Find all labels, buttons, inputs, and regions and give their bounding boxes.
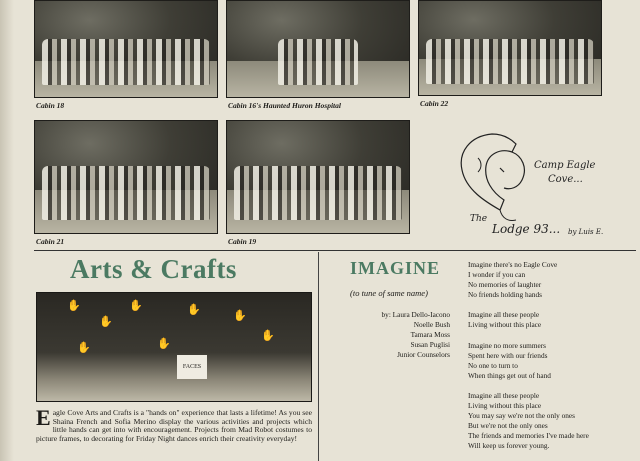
credit-line: Tamara Moss bbox=[410, 330, 450, 339]
handprint-icon: ✋ bbox=[157, 338, 171, 350]
caption-cabin-22: Cabin 22 bbox=[420, 99, 449, 108]
handprint-icon: ✋ bbox=[233, 310, 247, 322]
camp-eagle-logo bbox=[430, 118, 630, 246]
column-divider bbox=[318, 252, 319, 461]
arts-crafts-body: agle Cove Arts and Crafts is a "hands on" experience that lasts a lifetime! As you see Shaina French and Sofia Merino display the various activities and projects which little hands can get into with encouragement. Projects from Mad Robot costumes to picture frames, to decorating for Friday Night dances enrich their creativity everyday! bbox=[36, 408, 312, 444]
imagine-title: IMAGINE bbox=[350, 258, 441, 278]
caption-cabin-19: Cabin 19 bbox=[228, 237, 257, 246]
photo-cabin-16 bbox=[226, 0, 410, 98]
caption-cabin-16: Cabin 16's Haunted Huron Hospital bbox=[228, 101, 341, 110]
poem-line: Living without this place bbox=[468, 320, 542, 330]
imagine-poem bbox=[468, 260, 636, 461]
logo-line-cove: Cove... bbox=[548, 174, 583, 185]
poem-line: Imagine no more summers bbox=[468, 340, 547, 350]
imagine-subtitle: (to tune of same name) bbox=[350, 288, 428, 298]
handprint-icon: ✋ bbox=[77, 342, 91, 354]
poem-line: No one to turn to bbox=[468, 360, 518, 370]
photo-cabin-22 bbox=[418, 0, 602, 96]
poem-line: Imagine there's no Eagle Cove bbox=[468, 260, 558, 269]
handprint-icon: ✋ bbox=[187, 304, 201, 316]
poem-line: Imagine all these people bbox=[468, 390, 540, 400]
section-divider bbox=[34, 250, 636, 251]
caption-cabin-21: Cabin 21 bbox=[36, 237, 65, 246]
credit-line: Susan Puglisi bbox=[410, 340, 450, 349]
poem-line: Will keep us forever young. bbox=[468, 441, 550, 451]
handprint-icon: ✋ bbox=[261, 330, 275, 342]
logo-signature: by Luis E. bbox=[568, 228, 604, 236]
poem-line: But we're not the only ones bbox=[468, 421, 548, 431]
poem-line: I wonder if you can bbox=[468, 270, 526, 280]
faces-sign: FACES bbox=[177, 355, 207, 379]
page-fold-shadow bbox=[0, 0, 14, 461]
poem-stanza bbox=[468, 260, 636, 300]
handprint-icon: ✋ bbox=[67, 300, 81, 312]
poem-line: Living without this place bbox=[468, 401, 542, 411]
poem-line: When things get out of hand bbox=[468, 370, 551, 380]
poem-line: The friends and memories I've made here bbox=[468, 431, 589, 441]
arts-crafts-title: Arts & Crafts bbox=[70, 254, 237, 284]
credit-line: Noelle Bush bbox=[413, 320, 450, 329]
poem-line: No memories of laughter bbox=[468, 280, 542, 290]
poem-line: Imagine all these people bbox=[468, 310, 540, 320]
credit-line: by: Laura Dello-Iacono bbox=[381, 310, 450, 319]
arts-crafts-photo bbox=[36, 292, 312, 402]
caption-cabin-18: Cabin 18 bbox=[36, 101, 65, 110]
handprint-icon: ✋ bbox=[99, 316, 113, 328]
arts-crafts-article bbox=[36, 405, 312, 444]
logo-line-the: The bbox=[470, 214, 488, 224]
poem-stanza bbox=[468, 391, 636, 452]
photo-cabin-21 bbox=[34, 120, 218, 234]
logo-line-camp-eagle: Camp Eagle bbox=[534, 160, 596, 171]
poem-line: You may say we're not the only ones bbox=[468, 411, 575, 421]
poem-line: No friends holding hands bbox=[468, 290, 542, 300]
credit-line: Junior Counselors bbox=[397, 350, 450, 359]
handprint-icon: ✋ bbox=[129, 300, 143, 312]
logo-line-lodge: Lodge 93... bbox=[492, 222, 561, 236]
imagine-credits bbox=[372, 310, 450, 360]
poem-stanza bbox=[468, 341, 636, 381]
poem-stanza bbox=[468, 310, 636, 330]
poem-line: Spent here with our friends bbox=[468, 350, 548, 360]
dropcap: E bbox=[36, 405, 51, 430]
photo-cabin-18 bbox=[34, 0, 218, 98]
photo-cabin-19 bbox=[226, 120, 410, 234]
